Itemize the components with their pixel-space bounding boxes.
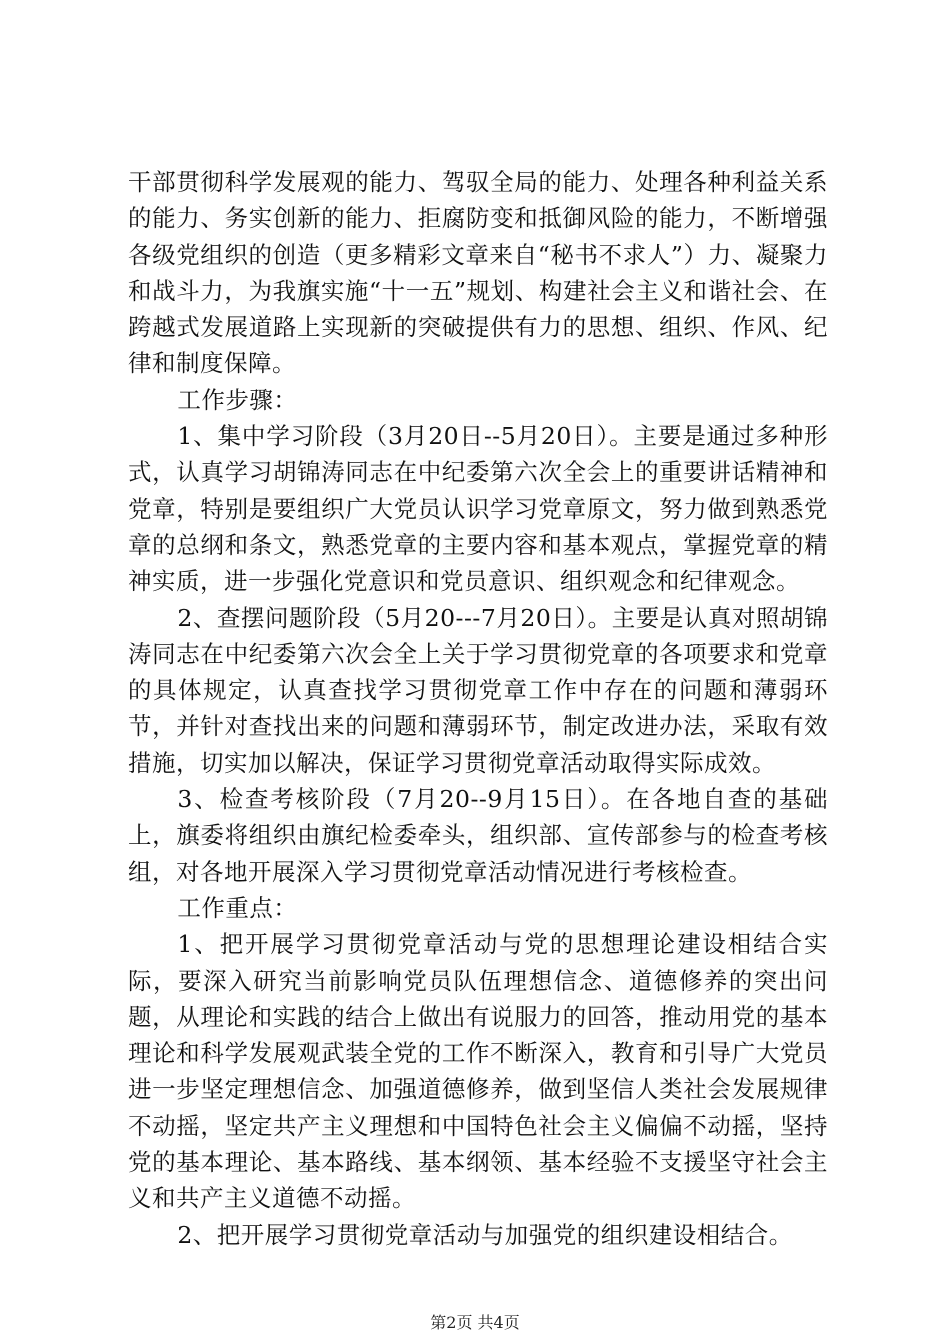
heading-work-steps: 工作步骤： — [177, 385, 298, 414]
paragraph-continuation: 干部贯彻科学发展观的能力、驾驭全局的能力、处理各种利益关系的能力、务实创新的能力、拒腐防变和抵御风险的能力，不断增强各级党组织的创造（更多精彩文章来自“秘书不求人”）力、凝聚力和战斗力，为我旗实施“十一五”规划、构建社会主义和谐社会、在跨越式发展道路上实现新的突破提供有力的思想、组织、作风、纪律和制度保障。 — [128, 168, 828, 378]
paragraph-step-2: 2、查摆问题阶段（5月20---7月20日）。主要是认真对照胡锦涛同志在中纪委第六次会全上关于学习贯彻党章的各项要求和党章的具体规定，认真查找学习贯彻党章工作中存在的问题和薄弱环节，并针对查找出来的问题和薄弱环节，制定改进办法，采取有效措施，切实加以解决，保证学习贯彻党章活动取得实际成效。 — [128, 603, 828, 777]
paragraph-focus-1: 1、把开展学习贯彻党章活动与党的思想理论建设相结合实际，要深入研究当前影响党员队伍理想信念、道德修养的突出问题，从理论和实践的结合上做出有说服力的回答，推动用党的基本理论和科学发展观武装全党的工作不断深入，教育和引导广大党员进一步坚定理想信念、加强道德修养，做到坚信人类社会发展规律不动摇，坚定共产主义理想和中国特色社会主义偏偏不动摇，坚持党的基本理论、基本路线、基本纲领、基本经验不支援坚守社会主义和共产主义道德不动摇。 — [128, 930, 828, 1213]
heading-work-focus: 工作重点： — [177, 893, 298, 922]
page-number-footer: 第2页 共4页 — [430, 1313, 520, 1332]
paragraph-focus-2: 2、把开展学习贯彻党章活动与加强党的组织建设相结合。 — [177, 1220, 793, 1249]
paragraph-step-1: 1、集中学习阶段（3月20日--5月20日）。主要是通过多种形式，认真学习胡锦涛同志在中纪委第六次全会上的重要讲话精神和党章，特别是要组织广大党员认识学习党章原文，努力做到熟悉党章的总纲和条文，熟悉党章的主要内容和基本观点，掌握党章的精神实质，进一步强化党意识和党员意识、组织观念和纪律观念。 — [128, 422, 828, 596]
paragraph-step-3: 3、检查考核阶段（7月20--9月15日）。在各地自查的基础上，旗委将组织由旗纪检委牵头，组织部、宣传部参与的检查考核组，对各地开展深入学习贯彻党章活动情况进行考核检查。 — [128, 785, 828, 886]
document-body — [128, 164, 828, 1253]
